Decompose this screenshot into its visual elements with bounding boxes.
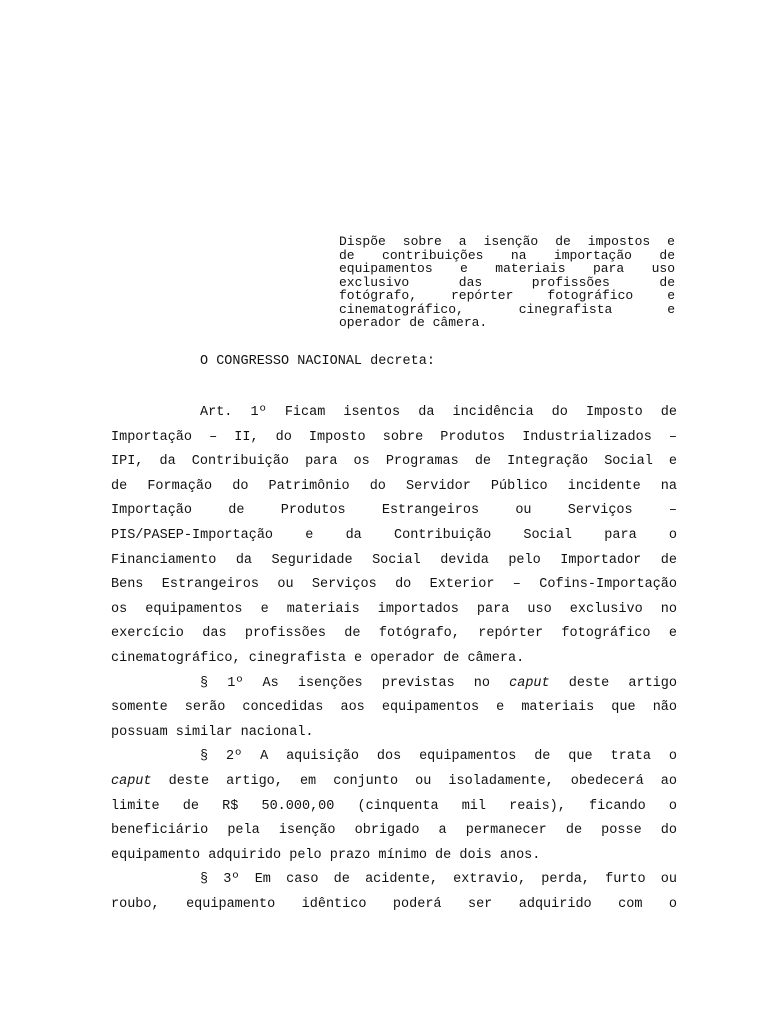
article-1-line: exercício das profissões de fotógrafo, repórter fotográfico e xyxy=(111,626,677,642)
ementa-line: cinematográfico, cinegrafista e xyxy=(339,301,675,317)
paragraph-1-line: possuam similar nacional. xyxy=(111,724,314,740)
ementa-line: equipamentos e materiais para uso xyxy=(339,261,675,276)
article-1-line: Financiamento da Seguridade Social devida pelo Importador de xyxy=(111,552,677,568)
ementa-line: fotógrafo, repórter fotográfico e xyxy=(339,288,675,303)
paragraph-1-line xyxy=(111,672,677,697)
article-1-line: Bens Estrangeiros ou Serviços do Exterior – Cofins-Importação xyxy=(111,577,677,593)
paragraph-2-line: beneficiário pela isenção obrigado a permanecer de posse do xyxy=(111,823,677,839)
paragraph-1-text: § 1º As isenções previstas no xyxy=(200,675,510,691)
ementa-line: exclusivo das profissões de xyxy=(339,274,675,290)
article-1-line: cinematográfico, cinegrafista e operador de câmera. xyxy=(111,650,525,666)
article-1-line: IPI, da Contribuição para os Programas de Integração Social e xyxy=(111,454,677,470)
ementa xyxy=(339,235,675,330)
paragraph-2-line: equipamento adquirido pelo prazo mínimo de dois anos. xyxy=(111,847,541,863)
paragraph-2-text: deste artigo, em conjunto ou isoladamente, obedecerá ao xyxy=(151,773,677,789)
caput-term: caput xyxy=(111,773,152,789)
paragraph-1-text: deste artigo xyxy=(549,675,677,691)
paragraph-2-line: § 2º A aquisição dos equipamentos de que trata o xyxy=(200,749,677,765)
ementa-line: de contribuições na importação de xyxy=(339,247,675,263)
article-1-line: PIS/PASEP-Importação e da Contribuição Social para o xyxy=(111,527,677,543)
paragraph-2-line xyxy=(111,770,677,795)
ementa-line: operador de câmera. xyxy=(339,315,488,330)
paragraph-3-line: § 3º Em caso de acidente, extravio, perda, furto ou xyxy=(200,872,677,888)
preamble: O CONGRESSO NACIONAL decreta: xyxy=(200,354,435,369)
ementa-line: Dispõe sobre a isenção de impostos e xyxy=(339,234,675,249)
article-1-line: Art. 1º Ficam isentos da incidência do Imposto de xyxy=(200,405,677,420)
paragraph-2-line: limite de R$ 50.000,00 (cinquenta mil reais), ficando o xyxy=(111,798,677,814)
article-1-line: de Formação do Patrimônio do Servidor Público incidente na xyxy=(111,478,677,494)
article-1-line: Importação – II, do Imposto sobre Produtos Industrializados – xyxy=(111,429,677,445)
paragraph-1-line: somente serão concedidas aos equipamentos e materiais que não xyxy=(111,700,677,716)
caput-term: caput xyxy=(509,675,550,691)
paragraph-3-line: roubo, equipamento idêntico poderá ser adquirido com o xyxy=(111,896,677,912)
article-1-line: Importação de Produtos Estrangeiros ou Serviços – xyxy=(111,503,677,519)
article-1-line: os equipamentos e materiais importados para uso exclusivo no xyxy=(111,601,677,617)
document-body xyxy=(111,401,677,917)
